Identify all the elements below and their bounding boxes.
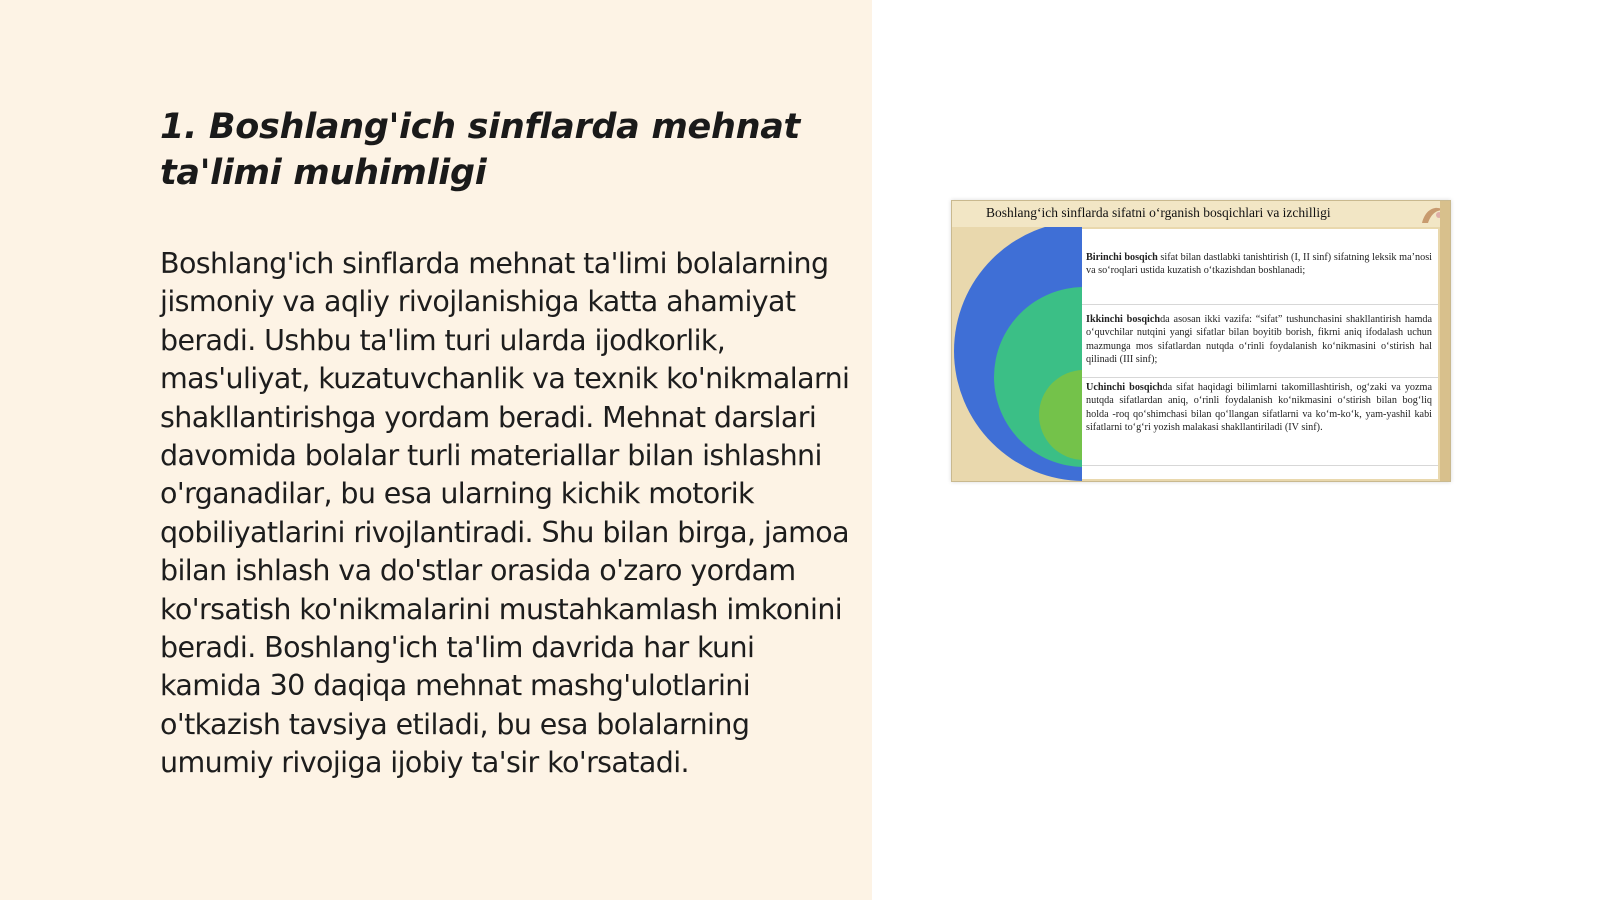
image-frame-border [1440,201,1450,481]
image-title: Boshlang‘ich sinflarda sifatni o‘rganish bosqichlari va izchilligi [986,205,1331,220]
stage-2 [1086,313,1432,367]
separator-line [1082,304,1438,305]
stage-1-text: sifat bilan dastlabki tanishtirish (I, II sinf) sifatning leksik ma’nosi va so‘roqlari ustida kuzatish o‘tkazishdan boshlanadi; [1086,252,1432,277]
stage-1-lead: Birinchi bosqich [1086,252,1158,263]
slide-title: 1. Boshlang'ich sinflarda mehnat ta'limi muhimligi [160,107,800,193]
stage-2-lead: Ikkinchi bosqich [1086,314,1161,325]
slide-body-text: Boshlang'ich sinflarda mehnat ta'limi bolalarning jismoniy va aqliy rivojlanishiga katta ahamiyat beradi. Ushbu ta'lim turi ularda ijodkorlik, mas'uliyat, kuzatuvchanlik va texnik ko'nikmalarni shakllantirishga yordam beradi. Mehnat darslari davomida bolalar turli materiallar bilan ishlashni o'rganadilar, bu esa ularning kichik motorik qobiliyatlarini rivojlantiradi. Shu bilan birga, jamoa bilan ishlash va do'stlar orasida o'zaro yordam ko'rsatish ko'nikmalarini mustahkamlash imkonini beradi. Boshlang'ich ta'lim davrida har kuni kamida 30 daqiqa mehnat mashg'ulotlarini o'tkazish tavsiya etiladi, bu esa bolalarning umumiy rivojiga ijobiy ta'sir ko'rsatadi. [160,247,850,780]
stages-textbox [1082,229,1438,479]
stage-3 [1086,381,1432,435]
stage-3-text: da sifat haqidagi bilimlarni takomillashtirish, og‘zaki va yozma nutqda sifatlardan aniq, o‘rinli foydalanish ko‘nikmasini o‘stirish bilan bog‘liq holda -roq qo‘shimchasi bilan qo‘llangan sifatlarni va ko‘m-ko‘k, yam-yashil kabi sifatlarni to‘g‘ri yozish malakasi shakllantiriladi (IV sinf). [1086,382,1432,434]
separator-line [1082,465,1438,466]
stage-3-lead: Uchinchi bosqich [1086,382,1163,393]
stage-1 [1086,251,1432,278]
stages-diagram-image [951,200,1451,482]
separator-line [1082,377,1438,378]
stage-2-text: da asosan ikki vazifa: “sifat” tushunchasini shakllantirish hamda o‘quvchilar nutqini yangi sifatlar bilan boyitib borish, fikrni aniq ifodalash uchun mazmunga mos sifatlardan nutqda o‘rinli foydalanish ko‘nikmasini o‘stirish hal qilinadi (III sinf); [1086,314,1433,366]
